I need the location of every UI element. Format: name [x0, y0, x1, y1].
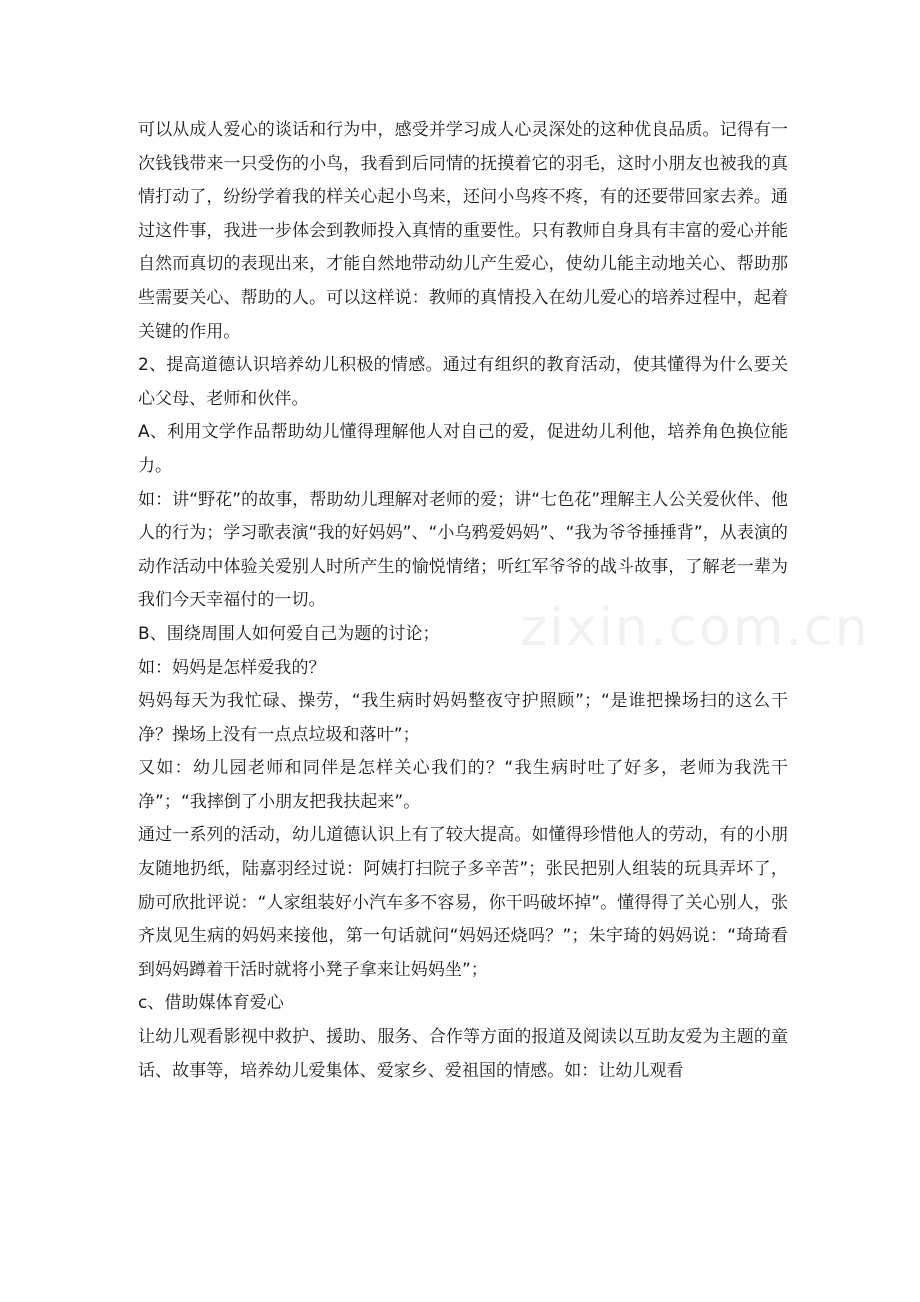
- paragraph: B、围绕周围人如何爱自己为题的讨论；: [138, 623, 440, 644]
- paragraph: 如：讲“野花”的故事，帮助幼儿理解对老师的爱；讲“七色花”理解主人公关爱伙伴、他人的行为；学习歌表演“我的好妈妈”、“小乌鸦爱妈妈”、“我为爷爷捶捶背”，从表演的动作活动中体验关爱别人时所产生的愉悦情绪；听红军爷爷的战斗故事，了解老一辈为我们今天幸福付的一切。: [138, 489, 788, 611]
- paragraph: 让幼儿观看影视中救护、援助、服务、合作等方面的报道及阅读以互助友爱为主题的童话、故事等，培养幼儿爱集体、爱家乡、爱祖国的情感。如：让幼儿观看: [138, 1027, 788, 1081]
- paragraph: 可以从成人爱心的谈话和行为中，感受并学习成人心灵深处的这种优良品质。记得有一次钱钱带来一只受伤的小鸟，我看到后同情的抚摸着它的羽毛，这时小朋友也被我的真情打动了，纷纷学着我的样关心起小鸟来，还问小鸟疼不疼，有的还要带回家去养。通过这件事，我进一步体会到教师投入真情的重要性。只有教师自身具有丰富的爱心并能自然而真切的表现出来，才能自然地带动幼儿产生爱心，使幼儿能主动地关心、帮助那些需要关心、帮助的人。可以这样说：教师的真情投入在幼儿爱心的培养过程中，起着关键的作用。: [138, 120, 788, 342]
- paragraph: 妈妈每天为我忙碌、操劳，“我生病时妈妈整夜守护照顾”；“是谁把操场扫的这么干净？操场上没有一点点垃圾和落叶”；: [138, 691, 788, 745]
- paragraph: 通过一系列的活动，幼儿道德认识上有了较大提高。如懂得珍惜他人的劳动，有的小朋友随地扔纸，陆嘉羽经过说：阿姨打扫院子多辛苦”；张民把别人组装的玩具弄坏了，励可欣批评说：“人家组装好小汽车多不容易，你干吗破坏掉”。懂得得了关心别人，张齐岚见生病的妈妈来接他，第一句话就问“妈妈还烧吗？”；朱宇琦的妈妈说：“琦琦看到妈妈蹲着干活时就将小凳子拿来让妈妈坐”；: [138, 825, 788, 980]
- watermark: zixin.com.cn: [520, 598, 870, 658]
- paragraph: 2、提高道德认识培养幼儿积极的情感。通过有组织的教育活动，使其懂得为什么要关心父母、老师和伙伴。: [138, 355, 788, 409]
- document-body: [138, 114, 788, 1088]
- paragraph: A、利用文学作品帮助幼儿懂得理解他人对自己的爱，促进幼儿利他，培养角色换位能力。: [138, 422, 788, 476]
- paragraph: 又如：幼儿园老师和同伴是怎样关心我们的？“我生病时吐了好多，老师为我洗干净”；“我摔倒了小朋友把我扶起来”。: [138, 758, 788, 812]
- paragraph: 如：妈妈是怎样爱我的？: [138, 657, 326, 678]
- paragraph: c、借助媒体育爱心: [138, 993, 284, 1014]
